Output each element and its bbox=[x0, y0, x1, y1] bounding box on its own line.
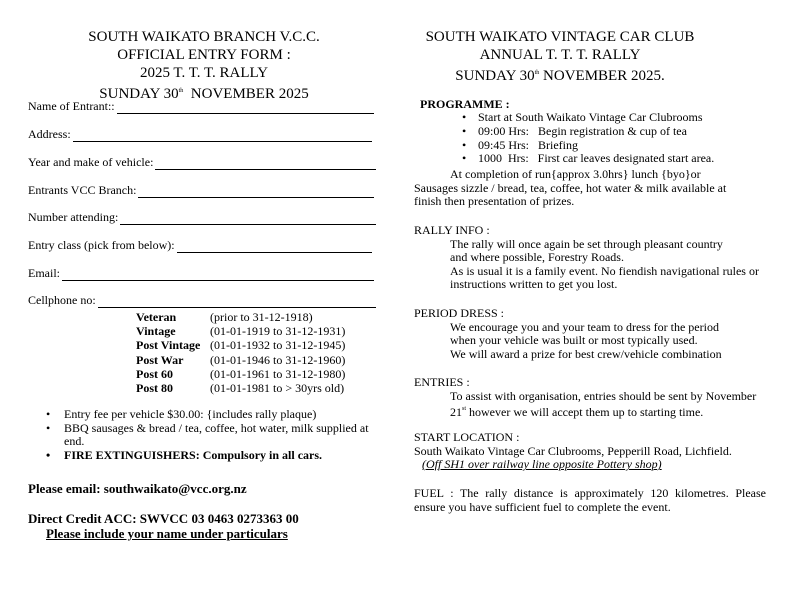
class-range: (01-01-1961 to 31-12-1980) bbox=[210, 366, 346, 381]
class-range: (01-01-1919 to 31-12-1931) bbox=[210, 324, 346, 339]
rally-heading bbox=[414, 28, 706, 82]
class-row bbox=[136, 381, 345, 395]
heading-line: ANNUAL T. T. T. RALLY bbox=[479, 47, 641, 63]
fuel-section: FUEL : The rally distance is approximately 120 kilometres. Please ensure you have sufficient fuel to complete the event. bbox=[414, 486, 766, 514]
programme-list bbox=[414, 111, 714, 166]
email-field[interactable] bbox=[28, 265, 374, 281]
address-field[interactable] bbox=[28, 126, 372, 142]
cellphone-field[interactable] bbox=[28, 292, 376, 308]
programme-title: PROGRAMME : bbox=[420, 97, 510, 111]
section-line: As is usual it is a family event. No fiendish navigational rules or bbox=[450, 263, 759, 278]
class-name: Veteran bbox=[136, 310, 177, 324]
entry-form-heading bbox=[28, 28, 380, 100]
entry-class-list bbox=[136, 310, 345, 395]
section-line: 21st however we will accept them up to starting time. bbox=[450, 405, 704, 420]
name-input-line[interactable] bbox=[117, 102, 374, 114]
note-line: finish then presentation of prizes. bbox=[414, 194, 575, 209]
class-range: (01-01-1932 to 31-12-1945) bbox=[210, 338, 346, 353]
number-attending-field[interactable] bbox=[28, 209, 376, 225]
section-line: and where possible, Forestry Roads. bbox=[450, 250, 624, 265]
field-label: Entrants VCC Branch: bbox=[28, 183, 137, 197]
programme-item: • 09:45 Hrs: Briefing bbox=[414, 139, 714, 153]
field-label: Name of Entrant:: bbox=[28, 99, 115, 113]
note-line: At completion of run{approx 3.0hrs} lunch {byo}or bbox=[450, 167, 701, 181]
class-range: (01-01-1946 to 31-12-1960) bbox=[210, 352, 346, 367]
section-line: To assist with organisation, entries should be sent by November bbox=[450, 388, 757, 403]
field-label: Cellphone no: bbox=[28, 293, 96, 307]
email-line: Please email: southwaikato@vcc.org.nz bbox=[28, 481, 247, 496]
info-bullets bbox=[28, 408, 374, 462]
entry-class-input-line[interactable] bbox=[177, 241, 372, 253]
section-line: The rally will once again be set through pleasant country bbox=[450, 236, 723, 251]
period-dress-section bbox=[414, 307, 770, 361]
vehicle-field[interactable] bbox=[28, 154, 376, 170]
section-line: We will award a prize for best crew/vehicle combination bbox=[450, 346, 722, 361]
class-range: (01-01-1981 to > 30yrs old) bbox=[210, 380, 345, 395]
programme-item: • 09:00 Hrs: Begin registration & cup of tea bbox=[414, 125, 714, 139]
start-note: (Off SH1 over railway line opposite Pottery shop) bbox=[422, 457, 662, 472]
rally-info-section bbox=[414, 224, 770, 292]
section-line: South Waikato Vintage Car Clubrooms, Pepperill Road, Lichfield. bbox=[414, 443, 732, 458]
name-field[interactable] bbox=[28, 98, 374, 114]
class-range: (prior to 31-12-1918) bbox=[210, 310, 313, 324]
vehicle-input-line[interactable] bbox=[155, 158, 376, 170]
bullet-item: • BBQ sausages & bread / tea, coffee, hot water, milk supplied at end. bbox=[28, 422, 374, 449]
bullet-item: • FIRE EXTINGUISHERS: Compulsory in all cars. bbox=[28, 449, 374, 463]
section-title: ENTRIES : bbox=[414, 375, 470, 389]
heading-line: 2025 T. T. T. RALLY bbox=[139, 65, 269, 81]
particulars-line: Please include your name under particulars bbox=[46, 526, 288, 541]
class-row bbox=[136, 310, 345, 324]
branch-input-line[interactable] bbox=[138, 186, 374, 198]
address-input-line[interactable] bbox=[73, 130, 372, 142]
bullet-item: • Entry fee per vehicle $30.00: {includes rally plaque) bbox=[28, 408, 374, 422]
cellphone-input-line[interactable] bbox=[98, 296, 376, 308]
entry-class-field[interactable] bbox=[28, 237, 372, 253]
section-title: START LOCATION : bbox=[414, 430, 520, 444]
section-line: We encourage you and your team to dress for the period bbox=[450, 319, 719, 334]
class-name: Post War bbox=[136, 352, 184, 367]
heading-date: SUNDAY 30th NOVEMBER 2025. bbox=[455, 68, 665, 84]
class-row bbox=[136, 324, 345, 338]
heading-line: SOUTH WAIKATO BRANCH V.C.C. bbox=[88, 29, 320, 45]
section-line: instructions written to get you lost. bbox=[450, 277, 618, 292]
email-input-line[interactable] bbox=[62, 269, 374, 281]
heading-line: OFFICIAL ENTRY FORM : bbox=[117, 47, 291, 63]
programme-note bbox=[414, 168, 770, 209]
note-line: Sausages sizzle / bread, tea, coffee, hot water & milk available at bbox=[414, 180, 727, 195]
section-title: PERIOD DRESS : bbox=[414, 306, 505, 320]
field-label: Number attending: bbox=[28, 210, 119, 224]
class-row bbox=[136, 338, 345, 352]
field-label: Year and make of vehicle: bbox=[28, 155, 154, 169]
heading-line: SOUTH WAIKATO VINTAGE CAR CLUB bbox=[425, 29, 695, 45]
direct-credit-line: Direct Credit ACC: SWVCC 03 0463 0273363 00 bbox=[28, 511, 299, 526]
class-name: Vintage bbox=[136, 324, 176, 339]
class-name: Post 80 bbox=[136, 380, 173, 395]
class-row bbox=[136, 353, 345, 367]
class-name: Post 60 bbox=[136, 366, 173, 381]
class-name: Post Vintage bbox=[136, 338, 201, 353]
programme-item: • Start at South Waikato Vintage Car Clubrooms bbox=[414, 111, 714, 125]
field-label: Address: bbox=[28, 127, 71, 141]
field-label: Entry class (pick from below): bbox=[28, 238, 175, 252]
programme-item: • 1000 Hrs: First car leaves designated start area. bbox=[414, 152, 714, 166]
start-location-section bbox=[414, 431, 770, 472]
branch-field[interactable] bbox=[28, 182, 374, 198]
entries-section bbox=[414, 376, 770, 420]
field-label: Email: bbox=[28, 266, 60, 280]
heading-date: SUNDAY 30th NOVEMBER 2025 bbox=[99, 86, 309, 102]
section-line: when your vehicle was built or most typically used. bbox=[450, 333, 698, 348]
number-attending-input-line[interactable] bbox=[120, 213, 376, 225]
class-row bbox=[136, 367, 345, 381]
section-title: RALLY INFO : bbox=[414, 223, 490, 237]
